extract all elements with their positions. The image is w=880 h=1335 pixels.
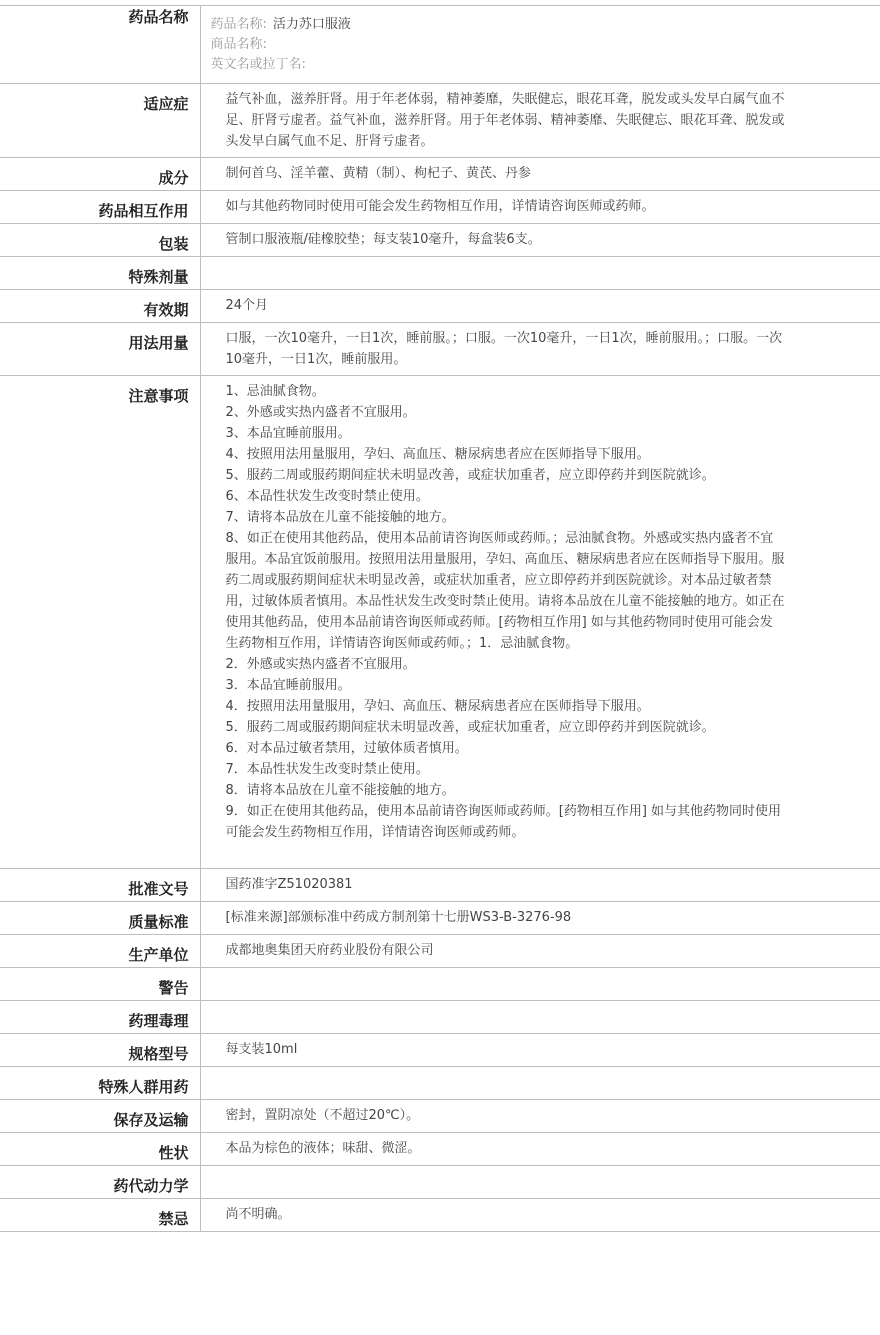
row-label: 药理毒理 — [0, 1001, 200, 1034]
row-label: 保存及运输 — [0, 1100, 200, 1133]
drug-name-label: 药品名称: — [210, 17, 267, 32]
row-quality-standard — [0, 902, 880, 935]
row-label: 成分 — [0, 158, 200, 191]
row-contraindications — [0, 1199, 880, 1232]
row-value: 尚不明确。 — [200, 1199, 880, 1232]
row-value: 口服，一次10毫升，一日1次，睡前服。；口服。一次10毫升，一日1次，睡前服用。；口服。一次10毫升，一日1次，睡前服用。 — [200, 323, 880, 376]
precaution-item: 3．本品宜睡前服用。 — [225, 678, 351, 693]
row-expiry — [0, 290, 880, 323]
row-value: 如与其他药物同时使用可能会发生药物相互作用，详情请咨询医师或药师。 — [200, 191, 880, 224]
precaution-item: 5．服药二周或服药期间症状未明显改善，或症状加重者，应立即停药并到医院就诊。 — [225, 720, 715, 735]
row-description — [0, 1133, 880, 1166]
precaution-item: 5、服药二周或服药期间症状未明显改善，或症状加重者，应立即停药并到医院就诊。 — [225, 468, 715, 483]
row-label: 警告 — [0, 968, 200, 1001]
row-storage — [0, 1100, 880, 1133]
row-manufacturer — [0, 935, 880, 968]
row-value — [200, 257, 880, 290]
row-ingredients — [0, 158, 880, 191]
row-label: 包装 — [0, 224, 200, 257]
row-label: 批准文号 — [0, 869, 200, 902]
row-value: 本品为棕色的液体；味甜、微涩。 — [200, 1133, 880, 1166]
row-package — [0, 224, 880, 257]
row-drug-name — [0, 6, 880, 84]
row-value: 密封，置阴凉处（不超过20℃）。 — [200, 1100, 880, 1133]
precaution-item: 7．本品性状发生改变时禁止使用。 — [225, 762, 429, 777]
row-label: 特殊人群用药 — [0, 1067, 200, 1100]
row-value — [200, 968, 880, 1001]
row-warning — [0, 968, 880, 1001]
row-value: 益气补血，滋养肝肾。用于年老体弱，精神萎靡，失眠健忘，眼花耳聋，脱发或头发早白属气血不足、肝肾亏虚者。益气补血，滋养肝肾。用于年老体弱、精神萎靡、失眠健忘、眼花耳聋、脱发或头发早白属气血不足、肝肾亏虚者。 — [200, 84, 880, 158]
row-value: 24个月 — [200, 290, 880, 323]
row-label: 性状 — [0, 1133, 200, 1166]
row-value: 成都地奥集团天府药业股份有限公司 — [200, 935, 880, 968]
row-label: 有效期 — [0, 290, 200, 323]
precaution-item: 8、如正在使用其他药品，使用本品前请咨询医师或药师。；忌油腻食物。外感或实热内盛者不宜服用。本品宜饭前服用。按照用法用量服用，孕妇、高血压、糖尿病患者应在医师指导下服用。服药二周或服药期间症状未明显改善，或症状加重者，应立即停药并到医院就诊。对本品过敏者禁用，过敏体质者慎用。本品性状发生改变时禁止使用。请将本品放在儿童不能接触的地方。如正在使用其他药品，使用本品前请咨询医师或药师。[药物相互作用] 如与其他药物同时使用可能会发生药物相互作用，详情请咨询医师或药师。；1．忌油腻食物。 — [225, 531, 785, 651]
row-label: 禁忌 — [0, 1199, 200, 1232]
row-label: 适应症 — [0, 84, 200, 158]
row-label: 药品名称 — [0, 6, 200, 84]
row-label: 药品相互作用 — [0, 191, 200, 224]
precaution-item: 6．对本品过敏者禁用，过敏体质者慎用。 — [225, 741, 468, 756]
row-pharmacokinetics — [0, 1166, 880, 1199]
row-label: 规格型号 — [0, 1034, 200, 1067]
drug-name-value: 活力苏口服液 — [272, 17, 351, 32]
row-indications — [0, 84, 880, 158]
row-value — [200, 1067, 880, 1100]
row-special-dosage — [0, 257, 880, 290]
row-label: 质量标准 — [0, 902, 200, 935]
row-value: 制何首乌、淫羊藿、黄精（制）、枸杞子、黄芪、丹参 — [200, 158, 880, 191]
row-precautions — [0, 376, 880, 869]
precaution-item: 6、本品性状发生改变时禁止使用。 — [225, 489, 429, 504]
row-value: 国药准字Z51020381 — [200, 869, 880, 902]
precaution-item: 2、外感或实热内盛者不宜服用。 — [225, 405, 416, 420]
drug-info-table — [0, 5, 880, 1232]
row-value: 管制口服液瓶/硅橡胶垫；每支装10毫升，每盒装6支。 — [200, 224, 880, 257]
precautions-list — [200, 376, 880, 869]
precaution-item: 3、本品宜睡前服用。 — [225, 426, 351, 441]
row-value: [标准来源]部颁标准中药成方制剂第十七册WS3-B-3276-98 — [200, 902, 880, 935]
row-dosage — [0, 323, 880, 376]
row-label: 特殊剂量 — [0, 257, 200, 290]
row-approval-number — [0, 869, 880, 902]
row-value — [200, 1001, 880, 1034]
row-label: 生产单位 — [0, 935, 200, 968]
row-label: 用法用量 — [0, 323, 200, 376]
row-label: 药代动力学 — [0, 1166, 200, 1199]
precaution-item: 4、按照用法用量服用，孕妇、高血压、糖尿病患者应在医师指导下服用。 — [225, 447, 650, 462]
row-pharmacology — [0, 1001, 880, 1034]
row-special-population — [0, 1067, 880, 1100]
row-value: 每支装10ml — [200, 1034, 880, 1067]
row-specification — [0, 1034, 880, 1067]
precaution-item: 1、忌油腻食物。 — [225, 384, 325, 399]
row-value — [200, 1166, 880, 1199]
precaution-item: 2．外感或实热内盛者不宜服用。 — [225, 657, 416, 672]
drug-name-cell — [200, 6, 880, 84]
row-interactions — [0, 191, 880, 224]
row-label: 注意事项 — [0, 376, 200, 869]
precaution-item: 7、请将本品放在儿童不能接触的地方。 — [225, 510, 455, 525]
precaution-item: 4．按照用法用量服用，孕妇、高血压、糖尿病患者应在医师指导下服用。 — [225, 699, 650, 714]
trade-name-label: 商品名称: — [210, 37, 267, 52]
english-name-label: 英文名或拉丁名: — [210, 57, 306, 72]
precaution-item: 8．请将本品放在儿童不能接触的地方。 — [225, 783, 455, 798]
precaution-item: 9．如正在使用其他药品，使用本品前请咨询医师或药师。[药物相互作用] 如与其他药物同时使用可能会发生药物相互作用，详情请咨询医师或药师。 — [225, 804, 782, 840]
